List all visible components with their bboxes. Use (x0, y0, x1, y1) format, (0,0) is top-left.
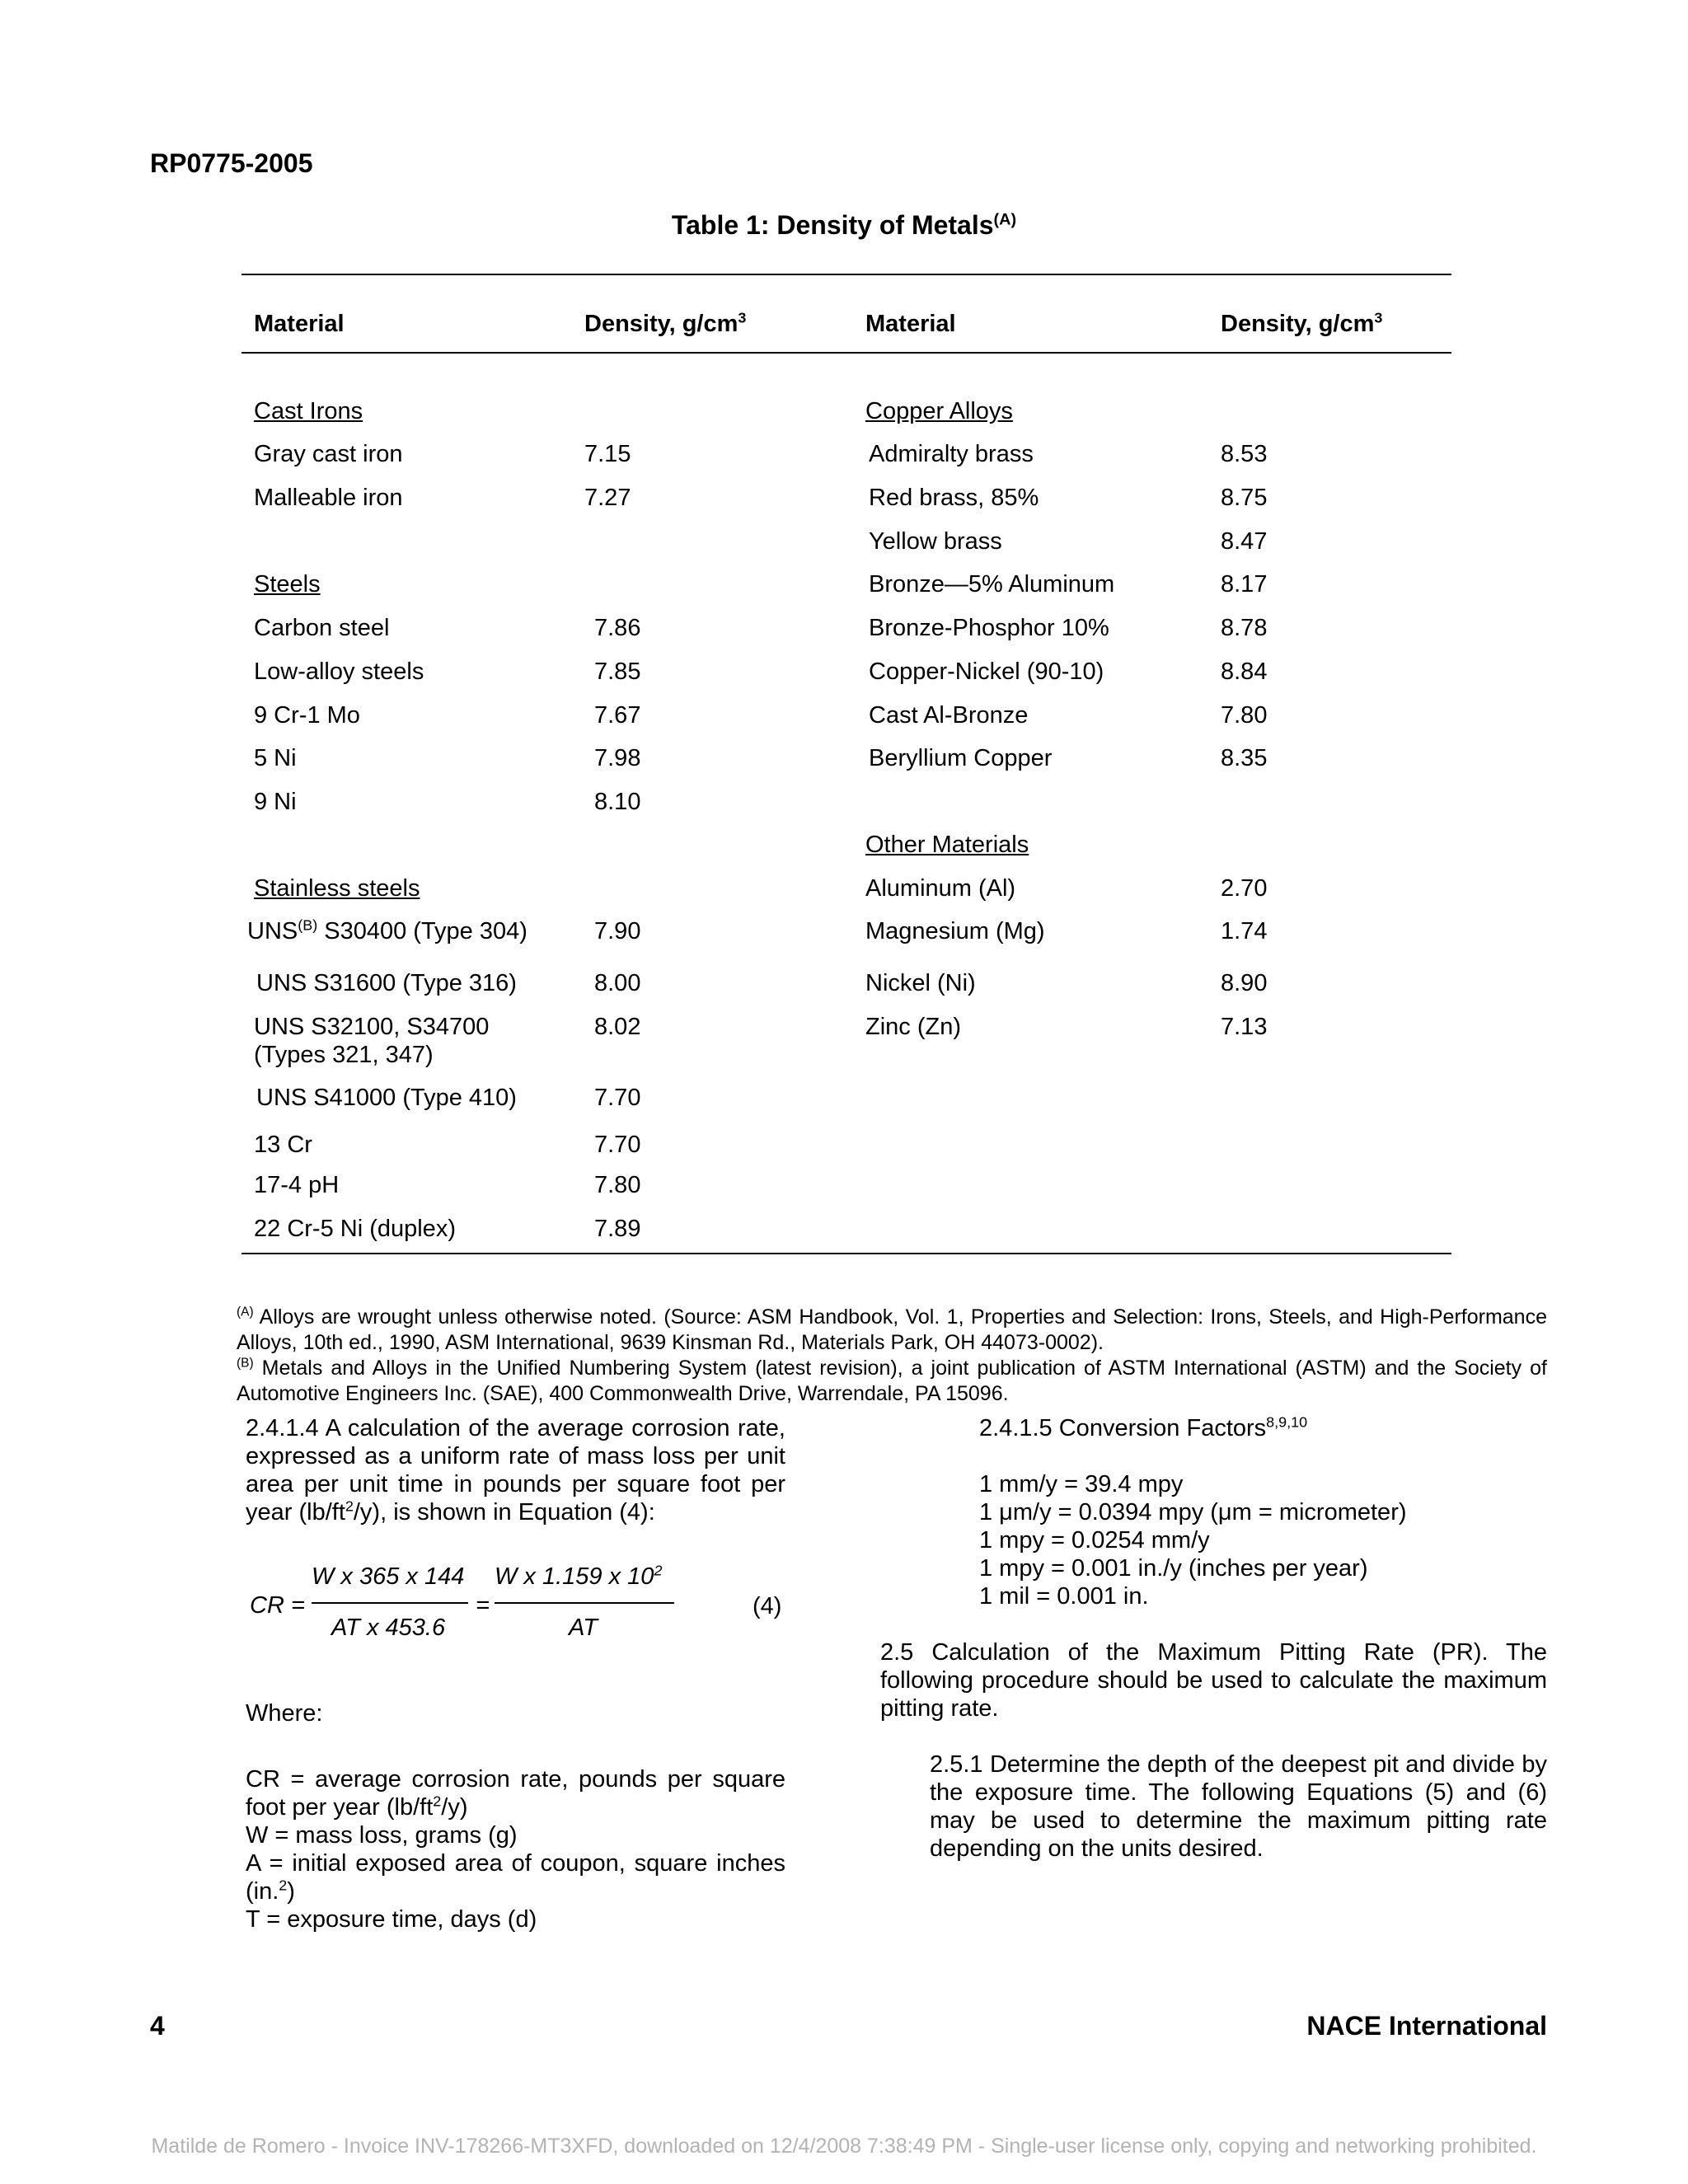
material-name: Low-alloy steels (254, 658, 424, 685)
material-name: Beryllium Copper (869, 745, 1053, 771)
col-header-material-right: Material (865, 311, 956, 337)
material-name: Bronze-Phosphor 10% (869, 615, 1109, 641)
density-value: 8.90 (1221, 970, 1268, 996)
uns-number: S30400 (Type 304) (317, 918, 528, 944)
footnote-b-mark: (B) (237, 1356, 254, 1371)
paragraph-2-5: 2.5 Calculation of the Maximum Pitting Rate (PR). The following procedure should be used to calculate the maximum pitting rate. (880, 1639, 1547, 1722)
paragraph-2-5-1: 2.5.1 Determine the depth of the deepest pit and divide by the exposure time. The following Equations (5) and (6) may be used to determine the maximum pitting rate depending on the units desired. (930, 1751, 1547, 1862)
footnote-a-mark: (A) (237, 1305, 254, 1319)
material-name: Admiralty brass (869, 441, 1034, 467)
definition-t: T = exposure time, days (d) (246, 1906, 537, 1933)
density-unit-sup: 3 (1374, 309, 1383, 326)
density-label: Density, g/cm (584, 311, 738, 337)
equation-denominator-1: AT x 453.6 (331, 1615, 446, 1641)
footnote-b (237, 1356, 1547, 1407)
table-bottom-rule (241, 1253, 1451, 1254)
material-name: Gray cast iron (254, 441, 403, 467)
footnote-b-text: Metals and Alloys in the Unified Numbering System (latest revision), a joint publication of ASTM International (ASTM) and the Society of Automotive Engineers Inc. (SAE), 400 Commonwealth Drive, Warrendale, PA 15096. (237, 1357, 1547, 1405)
density-value: 7.90 (594, 918, 641, 944)
table-title-note: (A) (993, 210, 1017, 229)
material-name: Copper-Nickel (90-10) (869, 658, 1104, 685)
conversion-line: 1 mpy = 0.0254 mm/y (979, 1527, 1210, 1554)
exponent: 2 (654, 1562, 663, 1579)
superscript: 2 (279, 1877, 288, 1894)
material-name: Bronze—5% Aluminum (869, 571, 1115, 598)
where-label: Where: (246, 1700, 323, 1727)
material-name: 22 Cr-5 Ni (duplex) (254, 1216, 456, 1242)
material-name: 13 Cr (254, 1132, 312, 1158)
equation-lhs: CR = (250, 1592, 305, 1619)
density-value: 7.27 (584, 485, 631, 511)
material-name: Nickel (Ni) (865, 970, 976, 996)
license-watermark: Matilde de Romero - Invoice INV-178266-MT3XFD, downloaded on 12/4/2008 7:38:49 PM - Single-user license only, copying and networking prohibited. (151, 2135, 1537, 2158)
definition-a (246, 1849, 785, 1905)
conversion-line: 1 mm/y = 39.4 mpy (979, 1471, 1184, 1497)
paragraph-text-cont: /y), is shown in Equation (4): (353, 1499, 655, 1526)
uns-prefix: UNS (247, 918, 298, 944)
heading-text: 2.4.1.5 Conversion Factors (979, 1415, 1267, 1441)
material-name: 5 Ni (254, 745, 297, 771)
material-name: Magnesium (Mg) (865, 918, 1045, 944)
density-value: 8.02 (594, 1014, 641, 1040)
material-name: UNS S31600 (Type 316) (256, 970, 517, 996)
density-value: 8.53 (1221, 441, 1268, 467)
density-label: Density, g/cm (1221, 311, 1375, 337)
density-value: 8.75 (1221, 485, 1268, 511)
material-name: Carbon steel (254, 615, 390, 641)
density-value: 8.35 (1221, 745, 1268, 771)
material-name: Zinc (Zn) (865, 1014, 961, 1040)
superscript: 2 (345, 1497, 354, 1515)
equation-numerator-2 (495, 1563, 662, 1591)
paragraph-2-4-1-4 (246, 1414, 785, 1526)
equation-equals: = (476, 1592, 490, 1619)
conversion-line: 1 μm/y = 0.0394 mpy (μm = micrometer) (979, 1499, 1407, 1526)
density-value: 7.13 (1221, 1014, 1268, 1040)
density-value: 7.70 (594, 1085, 641, 1111)
section-stainless-steels: Stainless steels (254, 875, 420, 902)
publisher-name: NACE International (1306, 2011, 1547, 2041)
material-name: 17-4 pH (254, 1172, 340, 1198)
material-name: Cast Al-Bronze (869, 702, 1029, 729)
table-header-rule (241, 352, 1451, 354)
definition-text-cont: ) (287, 1878, 295, 1905)
density-value: 8.10 (594, 789, 641, 815)
footnote-ref-b: (B) (298, 916, 318, 934)
material-name (247, 917, 528, 946)
density-value: 8.00 (594, 970, 641, 996)
col-header-density-right (1221, 311, 1382, 338)
footnote-a (237, 1305, 1547, 1356)
density-value: 7.15 (584, 441, 631, 467)
equation-number: (4) (753, 1593, 782, 1619)
section-steels: Steels (254, 571, 321, 598)
definition-w: W = mass loss, grams (g) (246, 1822, 518, 1849)
section-cast-irons: Cast Irons (254, 398, 363, 424)
material-name: 9 Ni (254, 789, 297, 815)
density-value: 7.67 (594, 702, 641, 729)
density-value: 7.80 (1221, 702, 1268, 729)
definition-text-cont: /y) (441, 1794, 468, 1821)
fraction-bar-1 (312, 1602, 468, 1604)
definition-text: A = initial exposed area of coupon, square inches (in. (246, 1850, 785, 1905)
density-unit-sup: 3 (738, 309, 747, 326)
material-name: UNS S41000 (Type 410) (256, 1085, 517, 1111)
col-header-density-left (584, 311, 746, 338)
reference-superscript: 8,9,10 (1266, 1413, 1308, 1431)
section-copper-alloys: Copper Alloys (865, 398, 1013, 424)
density-value: 8.78 (1221, 615, 1268, 641)
numerator-text: W x 1.159 x 10 (495, 1563, 654, 1590)
density-value: 8.17 (1221, 571, 1268, 598)
material-name: UNS S32100, S34700 (254, 1014, 490, 1040)
section-other-materials: Other Materials (865, 832, 1029, 858)
density-value: 7.86 (594, 615, 641, 641)
document-code: RP0775-2005 (150, 148, 313, 178)
density-value: 2.70 (1221, 875, 1268, 902)
material-name: Aluminum (Al) (865, 875, 1016, 902)
table-title-text: Table 1: Density of Metals (671, 210, 994, 240)
material-name: Red brass, 85% (869, 485, 1039, 511)
density-value: 1.74 (1221, 918, 1268, 944)
material-name-cont: (Types 321, 347) (254, 1042, 434, 1068)
material-name: Yellow brass (869, 528, 1002, 555)
superscript: 2 (433, 1793, 442, 1810)
definition-text: CR = average corrosion rate, pounds per square foot per year (lb/ft (246, 1766, 785, 1821)
definition-cr (246, 1765, 785, 1821)
equation-numerator-1: W x 365 x 144 (312, 1563, 465, 1590)
density-value: 7.98 (594, 745, 641, 771)
density-value: 7.89 (594, 1216, 641, 1242)
page-number: 4 (150, 2011, 165, 2041)
density-value: 8.84 (1221, 658, 1268, 685)
material-name: 9 Cr-1 Mo (254, 702, 360, 729)
conversion-factors-heading (979, 1414, 1307, 1442)
density-value: 7.80 (594, 1172, 641, 1198)
conversion-line: 1 mpy = 0.001 in./y (inches per year) (979, 1555, 1368, 1582)
col-header-material-left: Material (254, 311, 345, 337)
density-value: 7.70 (594, 1132, 641, 1158)
conversion-line: 1 mil = 0.001 in. (979, 1583, 1149, 1610)
table-title (0, 210, 1688, 241)
density-value: 8.47 (1221, 528, 1268, 555)
table-footnotes (237, 1305, 1547, 1407)
table-top-rule (241, 274, 1451, 275)
footnote-a-text: Alloys are wrought unless otherwise noted. (Source: ASM Handbook, Vol. 1, Properties and Selection: Irons, Steels, and High-Performance Alloys, 10th ed., 1990, ASM International, 9639 Kinsman Rd., Materials Park, OH 44073-0002). (237, 1305, 1547, 1354)
equation-denominator-2: AT (569, 1615, 598, 1641)
density-value: 7.85 (594, 658, 641, 685)
fraction-bar-2 (495, 1602, 674, 1604)
paragraph-text: 2.4.1.4 A calculation of the average corrosion rate, expressed as a uniform rate of mass loss per unit area per unit time in pounds per square foot per year (lb/ft (246, 1415, 785, 1526)
material-name: Malleable iron (254, 485, 403, 511)
